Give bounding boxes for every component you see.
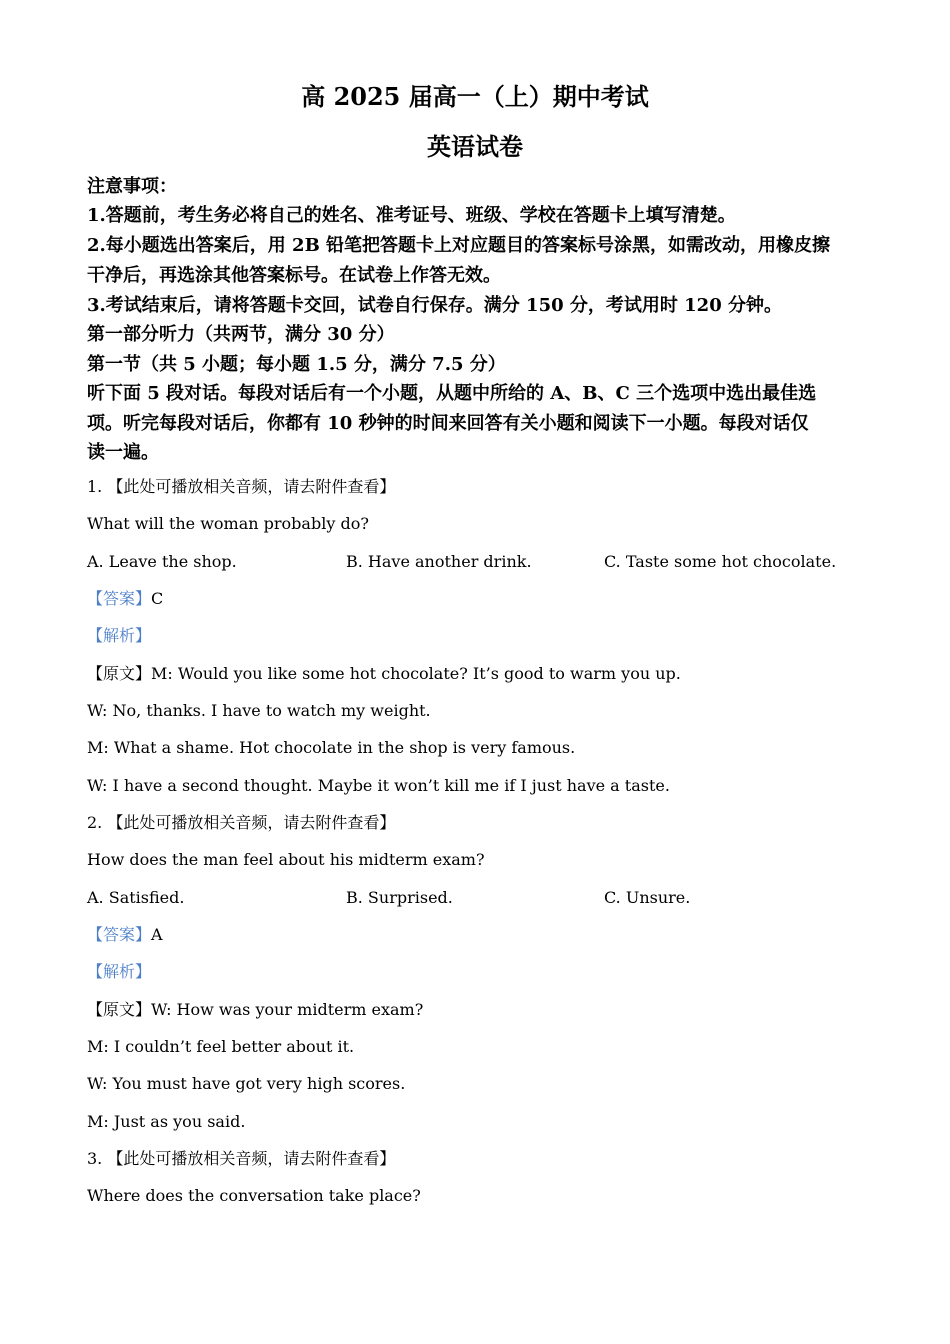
question-2-script-line-3: W: You must have got very high scores.	[87, 1074, 406, 1093]
script-tag: 【原文】	[87, 1000, 152, 1019]
question-1-analysis-tag: 【解析】	[87, 626, 152, 645]
part-1-heading: 第一部分听力（共两节，满分 30 分）	[87, 324, 395, 345]
question-2-script-line-4: M: Just as you said.	[87, 1112, 246, 1131]
notice-item-2-line-1: 2.每小题选出答案后，用 2B 铅笔把答题卡上对应题目的答案标号涂黑，如需改动，用橡皮擦	[87, 235, 831, 256]
question-1-script-line-3: M: What a shame. Hot chocolate in the shop is very famous.	[87, 738, 576, 757]
question-1-script-line-1	[87, 659, 863, 689]
question-2-script-line-1	[87, 995, 863, 1025]
question-1-text: What will the woman probably do?	[87, 514, 369, 533]
question-1-answer	[87, 584, 863, 614]
script-line: W: How was your midterm exam?	[151, 1000, 424, 1019]
question-2-option-a: A. Satisfied.	[87, 888, 185, 907]
answer-tag: 【答案】	[87, 589, 152, 608]
instruction-line-1: 听下面 5 段对话。每段对话后有一个小题，从题中所给的 A、B、C 三个选项中选出最佳选	[87, 383, 817, 404]
question-2-option-b: B. Surprised.	[346, 888, 453, 907]
answer-value: A	[151, 925, 163, 944]
script-tag: 【原文】	[87, 664, 152, 683]
question-2-option-c: C. Unsure.	[604, 888, 691, 907]
answer-tag: 【答案】	[87, 925, 152, 944]
question-2-analysis-tag: 【解析】	[87, 962, 152, 981]
script-line: M: Would you like some hot chocolate? It’s good to warm you up.	[151, 664, 681, 683]
question-1-option-b: B. Have another drink.	[346, 552, 532, 571]
question-2-number: 2. 【此处可播放相关音频，请去附件查看】	[87, 813, 396, 832]
exam-subtitle: 英语试卷	[427, 132, 523, 161]
answer-value: C	[151, 589, 164, 608]
question-3-text: Where does the conversation take place?	[87, 1186, 421, 1205]
question-2-text: How does the man feel about his midterm exam?	[87, 850, 485, 869]
question-1-option-c: C. Taste some hot chocolate.	[604, 552, 837, 571]
notice-item-2-line-2: 干净后，再选涂其他答案标号。在试卷上作答无效。	[87, 265, 501, 286]
instruction-line-2: 项。听完每段对话后，你都有 10 秒钟的时间来回答有关小题和阅读下一小题。每段对话仅	[87, 413, 809, 434]
question-1-script-line-2: W: No, thanks. I have to watch my weight.	[87, 701, 431, 720]
notice-heading: 注意事项：	[87, 176, 177, 197]
question-2-answer	[87, 920, 863, 950]
question-3-number: 3. 【此处可播放相关音频，请去附件查看】	[87, 1149, 396, 1168]
section-1-heading: 第一节（共 5 小题；每小题 1.5 分，满分 7.5 分）	[87, 354, 506, 375]
notice-item-3: 3.考试结束后，请将答题卡交回，试卷自行保存。满分 150 分，考试用时 120 分钟。	[87, 295, 783, 316]
question-1-option-a: A. Leave the shop.	[87, 552, 237, 571]
exam-title: 高 2025 届高一（上）期中考试	[301, 82, 649, 111]
question-1-script-line-4: W: I have a second thought. Maybe it won’t kill me if I just have a taste.	[87, 776, 670, 795]
question-1-number: 1. 【此处可播放相关音频，请去附件查看】	[87, 477, 396, 496]
question-2-script-line-2: M: I couldn’t feel better about it.	[87, 1037, 355, 1056]
notice-item-1: 1.答题前，考生务必将自己的姓名、准考证号、班级、学校在答题卡上填写清楚。	[87, 205, 736, 226]
instruction-line-3: 读一遍。	[87, 442, 159, 463]
